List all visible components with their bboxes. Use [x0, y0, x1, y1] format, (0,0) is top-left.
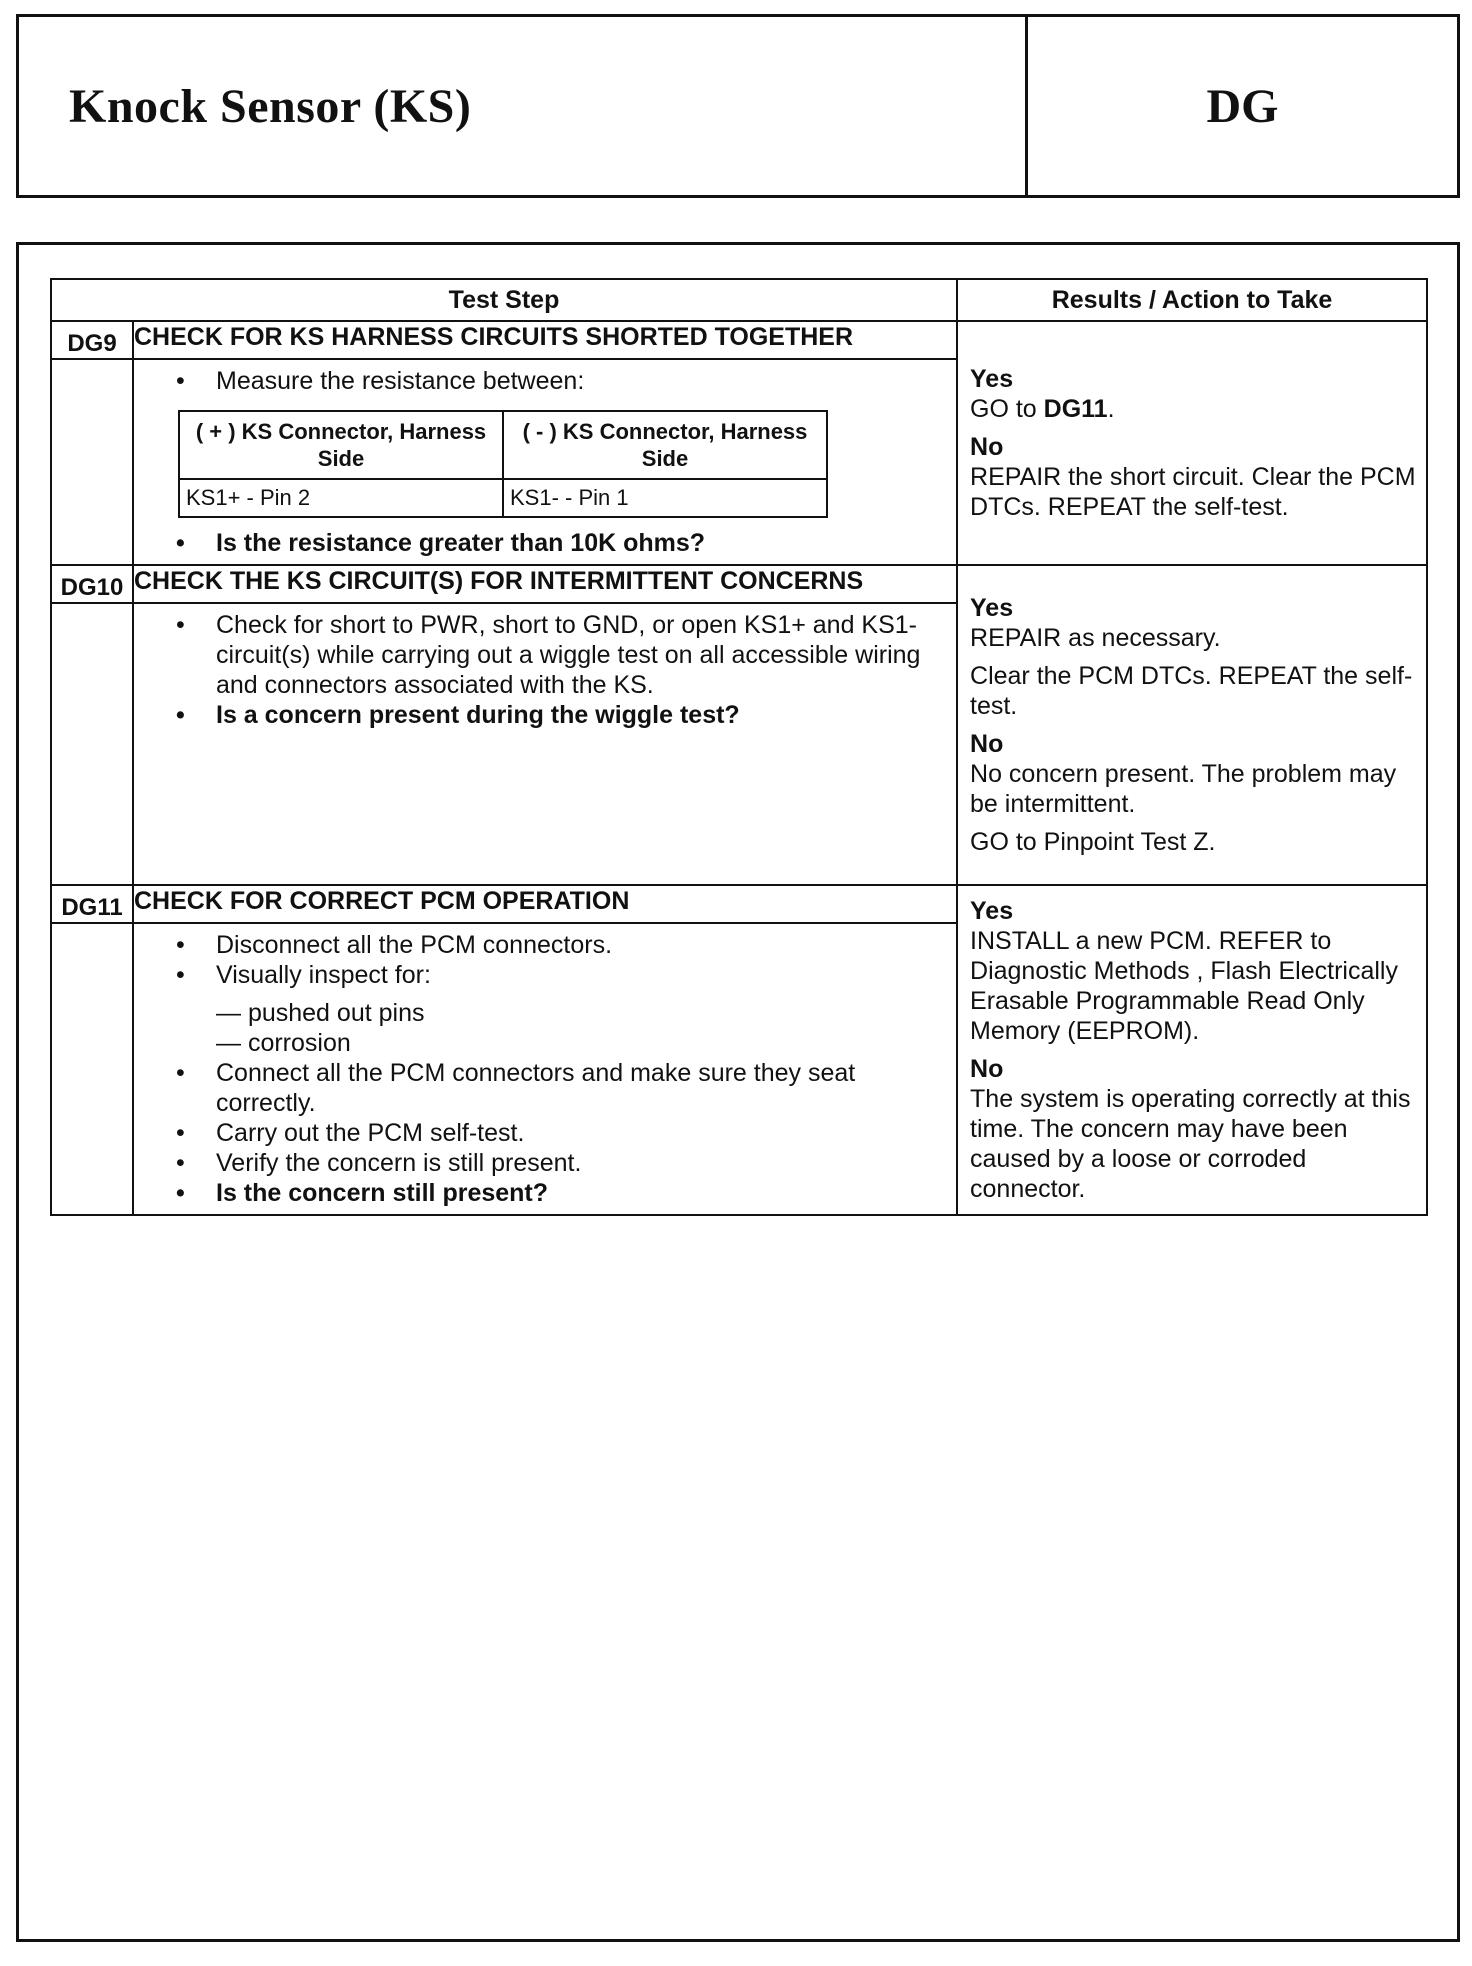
- dg10-title: CHECK THE KS CIRCUIT(S) FOR INTERMITTENT CONCERNS: [133, 565, 957, 603]
- dg11-bullet-1: • Disconnect all the PCM connectors.: [174, 930, 942, 960]
- dg10-results: [957, 565, 1427, 885]
- dg9-question: • Is the resistance greater than 10K ohms?: [174, 528, 942, 558]
- dg9-results: [957, 321, 1427, 565]
- dg9-yes-ref: DG11: [1043, 395, 1108, 423]
- section-code: DG: [1206, 79, 1279, 133]
- dg9-no-label: No: [970, 433, 1004, 461]
- test-step-table: [50, 278, 1428, 1216]
- dg11-title-row: [51, 885, 1427, 923]
- dg9-title: CHECK FOR KS HARNESS CIRCUITS SHORTED TOGETHER: [133, 321, 957, 359]
- dg11-body: [133, 923, 957, 1215]
- dg11-results: [957, 885, 1427, 1215]
- header-title-cell: [19, 17, 1028, 195]
- dg9-yes-label: Yes: [970, 365, 1014, 393]
- dg10-bullet-1: • Check for short to PWR, short to GND, or open KS1+ and KS1- circuit(s) while carrying out a wiggle test on all accessible wiring and connectors associated with the KS.: [174, 610, 942, 700]
- dg10-body: [133, 603, 957, 885]
- header-box: [16, 14, 1460, 198]
- dg11-id-blank: [51, 923, 133, 1215]
- dg11-dash-1: — pushed out pins: [216, 999, 425, 1027]
- dg9-yes-text: [970, 394, 1418, 424]
- dg11-bullet-5: • Verify the concern is still present.: [174, 1148, 942, 1178]
- dg10-yes-label: Yes: [970, 594, 1014, 622]
- dg11-title: CHECK FOR CORRECT PCM OPERATION: [133, 885, 957, 923]
- dg10-title-row: [51, 565, 1427, 603]
- dg11-bullet-2: • Visually inspect for:: [174, 960, 942, 990]
- dg10-no-text-2: GO to Pinpoint Test Z.: [970, 828, 1216, 856]
- dg11-dash-2: — corrosion: [216, 1029, 351, 1057]
- dg10-id-blank: [51, 603, 133, 885]
- test-step-header: Test Step: [51, 279, 957, 321]
- dg11-no-text: The system is operating correctly at this time. The concern may have been caused by a loose or corroded connector.: [970, 1085, 1411, 1203]
- header-code-cell: [1028, 17, 1457, 195]
- dg9-body: [133, 359, 957, 565]
- dg9-yes-prefix: GO to: [970, 395, 1044, 423]
- dg11-id: DG11: [51, 885, 133, 923]
- dg11-bullet-3: • Connect all the PCM connectors and make sure they seat correctly.: [174, 1058, 942, 1118]
- dg10-no-text-1: No concern present. The problem may be intermittent.: [970, 760, 1397, 818]
- dg10-yes-text-1: REPAIR as necessary.: [970, 624, 1221, 652]
- dg10-id: DG10: [51, 565, 133, 603]
- dg9-id: DG9: [51, 321, 133, 359]
- dg9-title-row: [51, 321, 1427, 359]
- inner-cell-negative: KS1- - Pin 1: [503, 479, 827, 517]
- dg9-id-blank: [51, 359, 133, 565]
- dg11-no-label: No: [970, 1055, 1004, 1083]
- dg9-no-text: REPAIR the short circuit. Clear the PCM DTCs. REPEAT the self-test.: [970, 463, 1416, 521]
- dg11-bullet-4: • Carry out the PCM self-test.: [174, 1118, 942, 1148]
- dg9-resistance-table: [178, 410, 828, 518]
- dg10-no-label: No: [970, 730, 1004, 758]
- dg11-question: • Is the concern still present?: [174, 1178, 942, 1208]
- dg11-yes-label: Yes: [970, 897, 1014, 925]
- table-header-row: [51, 279, 1427, 321]
- inner-header-positive: ( + ) KS Connector, Harness Side: [179, 411, 503, 479]
- page-title: Knock Sensor (KS): [69, 79, 472, 133]
- results-header: Results / Action to Take: [957, 279, 1427, 321]
- inner-header-negative: ( - ) KS Connector, Harness Side: [503, 411, 827, 479]
- dg11-dash-list: [174, 998, 942, 1058]
- dg10-yes-text-2: Clear the PCM DTCs. REPEAT the self-test.: [970, 662, 1413, 720]
- dg9-bullet-1: • Measure the resistance between:: [174, 366, 942, 396]
- dg11-yes-text: INSTALL a new PCM. REFER to Diagnostic Methods , Flash Electrically Erasable Programmable Read Only Memory (EEPROM).: [970, 927, 1398, 1045]
- dg9-yes-suffix: .: [1107, 395, 1115, 423]
- inner-cell-positive: KS1+ - Pin 2: [179, 479, 503, 517]
- dg10-question: • Is a concern present during the wiggle test?: [174, 700, 942, 730]
